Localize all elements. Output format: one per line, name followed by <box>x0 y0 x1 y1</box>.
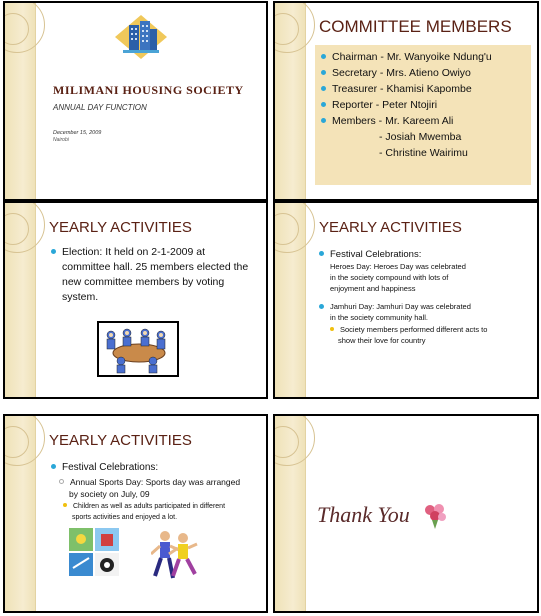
slide-4[interactable] <box>273 201 539 399</box>
slide-title: YEARLY ACTIVITIES <box>49 432 192 449</box>
meeting-illustration <box>97 321 179 377</box>
runners-illustration <box>151 528 201 593</box>
decorative-strip <box>275 3 306 199</box>
bullet-icon <box>321 54 326 59</box>
decorative-strip <box>5 416 36 611</box>
body-text: new committee members by voting <box>62 276 225 288</box>
flower-bouquet-icon <box>420 500 450 535</box>
bullet-icon <box>59 479 64 484</box>
slide-title: COMMITTEE MEMBERS <box>319 17 512 36</box>
bullet-icon <box>321 102 326 107</box>
decorative-strip <box>275 416 306 611</box>
bullet-icon <box>321 70 326 75</box>
decorative-strip <box>275 203 306 397</box>
bullet-icon <box>51 249 56 254</box>
committee-list-box <box>315 45 531 185</box>
body-text: Festival Celebrations: <box>51 462 158 473</box>
body-text: Heroes Day: Heroes Day was celebrated <box>330 262 466 271</box>
slide-2[interactable] <box>273 1 539 201</box>
body-text: in the society community hall. <box>330 313 428 322</box>
body-text: Election: It held on 2-1-2009 at <box>51 246 205 258</box>
bullet-icon <box>319 251 324 256</box>
list-item: Treasurer - Khamisi Kapombe <box>321 83 472 95</box>
bullet-icon <box>321 118 326 123</box>
thank-you-text: Thank You <box>317 502 410 527</box>
slide-title: YEARLY ACTIVITIES <box>319 219 462 236</box>
body-text: Festival Celebrations: <box>319 249 421 260</box>
bullet-icon <box>321 86 326 91</box>
bullet-icon <box>319 304 324 309</box>
date-text: December 15, 2009 <box>53 130 102 136</box>
list-item-continuation: - Christine Wairimu <box>379 147 468 159</box>
bullet-icon <box>63 503 67 507</box>
body-text: Jamhuri Day: Jamhuri Day was celebrated <box>319 302 471 311</box>
list-item: Secretary - Mrs. Atieno Owiyo <box>321 67 471 79</box>
bullet-icon <box>330 327 334 331</box>
list-item: Reporter - Peter Ntojiri <box>321 99 437 111</box>
body-text: in the society compound with lots of <box>330 273 449 282</box>
body-text: system. <box>62 291 99 303</box>
sports-collage-image <box>69 528 119 581</box>
list-item-continuation: - Josiah Mwemba <box>379 131 462 143</box>
slide-subtitle: ANNUAL DAY FUNCTION <box>53 103 147 112</box>
bullet-icon <box>51 464 56 469</box>
slide-6[interactable] <box>273 414 539 613</box>
list-item: Members - Mr. Kareem Ali <box>321 115 453 127</box>
slide-title: YEARLY ACTIVITIES <box>49 219 192 236</box>
body-text: by society on July, 09 <box>69 489 150 499</box>
list-item: Chairman - Mr. Wanyoike Ndung'u <box>321 51 492 63</box>
slide-title: MILIMANI HOUSING SOCIETY <box>53 83 244 97</box>
slide-5[interactable] <box>3 414 268 613</box>
body-text: Children as well as adults participated in different <box>63 503 225 510</box>
slide-3[interactable] <box>3 201 268 399</box>
body-text: show their love for country <box>338 336 426 345</box>
body-text: sports activities and enjoyed a lot. <box>72 514 178 521</box>
building-logo-icon <box>115 15 167 64</box>
slide-1[interactable] <box>3 1 268 201</box>
body-text: enjoyment and happiness <box>330 284 416 293</box>
body-text: Annual Sports Day: Sports day was arranged <box>59 477 240 487</box>
body-text: Society members performed different acts to <box>330 325 487 334</box>
decorative-strip <box>5 3 36 199</box>
place-text: Nairobi <box>53 137 69 143</box>
body-text: committee hall. 25 members elected the <box>62 261 249 273</box>
decorative-strip <box>5 203 36 397</box>
